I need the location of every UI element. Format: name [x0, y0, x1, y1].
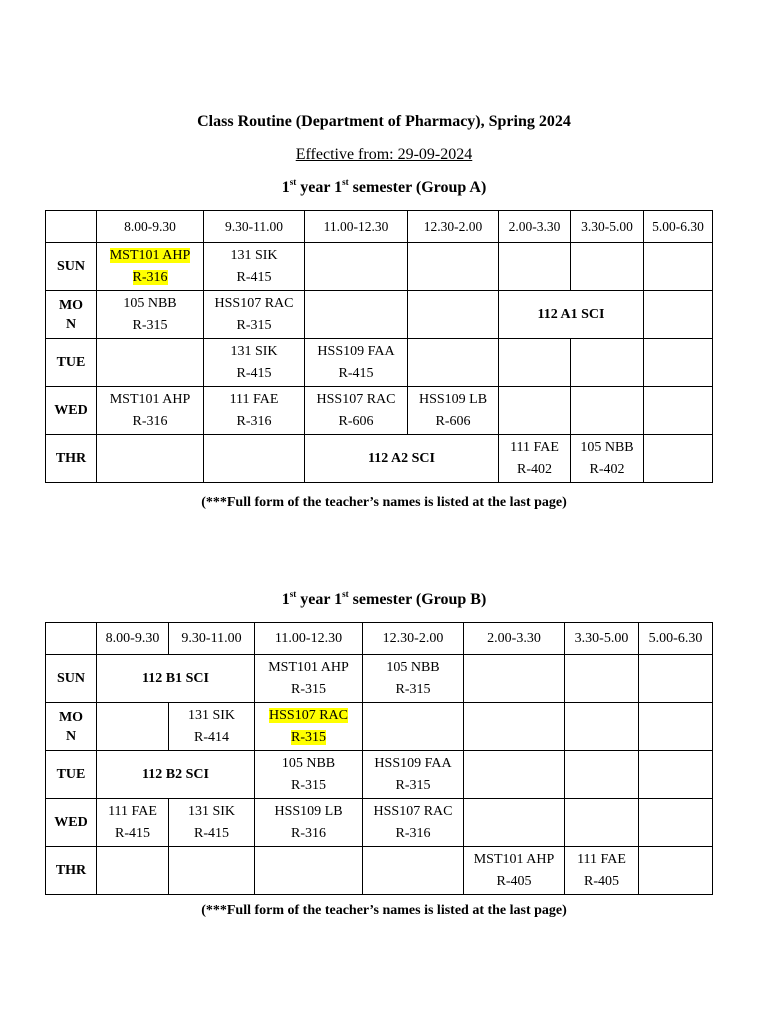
slot-header: 12.30-2.00 [363, 623, 464, 655]
empty-cell [499, 243, 571, 291]
row-tue [46, 339, 713, 387]
empty-cell [464, 655, 565, 703]
empty-cell [565, 799, 639, 847]
empty-cell [644, 291, 713, 339]
empty-cell [305, 243, 408, 291]
class-cell: MST101 AHP R-316 [97, 243, 204, 291]
day-label: TUE [46, 751, 97, 799]
class-cell: HSS107 RAC R-606 [305, 387, 408, 435]
class-cell: 111 FAE R-415 [97, 799, 169, 847]
class-cell: HSS109 FAA R-415 [305, 339, 408, 387]
class-cell: 111 FAE R-316 [204, 387, 305, 435]
day-label: MO N [46, 703, 97, 751]
day-label: THR [46, 435, 97, 483]
day-label: WED [46, 799, 97, 847]
empty-cell [639, 655, 713, 703]
empty-cell [97, 435, 204, 483]
day-label: TUE [46, 339, 97, 387]
slot-header: 9.30-11.00 [169, 623, 255, 655]
class-cell: HSS107 RAC R-315 [255, 703, 363, 751]
row-thr [46, 847, 713, 895]
class-cell: MST101 AHP R-405 [464, 847, 565, 895]
empty-cell [644, 387, 713, 435]
empty-cell [499, 339, 571, 387]
empty-cell [571, 339, 644, 387]
empty-cell [169, 847, 255, 895]
empty-cell [408, 339, 499, 387]
class-cell: HSS109 LB R-316 [255, 799, 363, 847]
class-cell: 105 NBB R-402 [571, 435, 644, 483]
empty-cell [639, 751, 713, 799]
row-mon [46, 291, 713, 339]
effective-date: Effective from: 29-09-2024 [295, 146, 473, 163]
empty-cell [363, 703, 464, 751]
row-tue [46, 751, 713, 799]
lab-cell: 112 B2 SCI [97, 751, 255, 799]
day-label: MO N [46, 291, 97, 339]
class-cell: 105 NBB R-315 [97, 291, 204, 339]
empty-cell [565, 751, 639, 799]
slot-header: 9.30-11.00 [204, 211, 305, 243]
slot-header: 5.00-6.30 [639, 623, 713, 655]
slot-header: 5.00-6.30 [644, 211, 713, 243]
empty-cell [571, 387, 644, 435]
empty-cell [565, 655, 639, 703]
day-label: SUN [46, 243, 97, 291]
lab-cell: 112 B1 SCI [97, 655, 255, 703]
group-a-heading: 1st year 1st semester (Group A) [281, 176, 487, 196]
empty-cell [644, 339, 713, 387]
empty-cell [255, 847, 363, 895]
empty-cell [464, 703, 565, 751]
empty-cell [305, 291, 408, 339]
row-sun [46, 655, 713, 703]
class-cell: 131 SIK R-415 [204, 243, 305, 291]
class-cell: HSS109 LB R-606 [408, 387, 499, 435]
class-cell: 111 FAE R-402 [499, 435, 571, 483]
lab-cell: 112 A1 SCI [499, 291, 644, 339]
empty-cell [644, 435, 713, 483]
slot-header: 3.30-5.00 [565, 623, 639, 655]
empty-cell [408, 291, 499, 339]
empty-cell [639, 703, 713, 751]
day-label: WED [46, 387, 97, 435]
class-cell: 105 NBB R-315 [255, 751, 363, 799]
slot-header: 2.00-3.30 [464, 623, 565, 655]
lab-cell: 112 A2 SCI [305, 435, 499, 483]
day-label: THR [46, 847, 97, 895]
footnote: (***Full form of the teacher’s names is listed at the last page) [201, 903, 567, 918]
footnote: (***Full form of the teacher’s names is listed at the last page) [201, 495, 567, 510]
slot-header: 12.30-2.00 [408, 211, 499, 243]
header-row [46, 211, 713, 243]
class-cell: 131 SIK R-415 [169, 799, 255, 847]
empty-cell [464, 751, 565, 799]
routine-table-group-b [45, 622, 713, 895]
day-label: SUN [46, 655, 97, 703]
empty-cell [204, 435, 305, 483]
routine-table-group-a [45, 210, 713, 483]
class-cell: 131 SIK R-414 [169, 703, 255, 751]
empty-cell [644, 243, 713, 291]
empty-cell [565, 703, 639, 751]
row-sun [46, 243, 713, 291]
row-thr [46, 435, 713, 483]
empty-cell [464, 799, 565, 847]
corner-cell [46, 211, 97, 243]
slot-header: 3.30-5.00 [571, 211, 644, 243]
class-cell: 105 NBB R-315 [363, 655, 464, 703]
empty-cell [639, 799, 713, 847]
slot-header: 11.00-12.30 [255, 623, 363, 655]
group-b-heading: 1st year 1st semester (Group B) [281, 588, 487, 608]
row-wed [46, 387, 713, 435]
corner-cell [46, 623, 97, 655]
slot-header: 8.00-9.30 [97, 623, 169, 655]
row-mon [46, 703, 713, 751]
row-wed [46, 799, 713, 847]
slot-header: 11.00-12.30 [305, 211, 408, 243]
empty-cell [408, 243, 499, 291]
class-cell: HSS107 RAC R-316 [363, 799, 464, 847]
empty-cell [639, 847, 713, 895]
class-cell: 131 SIK R-415 [204, 339, 305, 387]
class-cell: MST101 AHP R-316 [97, 387, 204, 435]
empty-cell [97, 847, 169, 895]
slot-header: 2.00-3.30 [499, 211, 571, 243]
empty-cell [363, 847, 464, 895]
class-cell: MST101 AHP R-315 [255, 655, 363, 703]
class-cell: 111 FAE R-405 [565, 847, 639, 895]
header-row [46, 623, 713, 655]
class-cell: HSS107 RAC R-315 [204, 291, 305, 339]
slot-header: 8.00-9.30 [97, 211, 204, 243]
page-title: Class Routine (Department of Pharmacy), Spring 2024 [197, 113, 571, 130]
empty-cell [97, 339, 204, 387]
empty-cell [97, 703, 169, 751]
empty-cell [571, 243, 644, 291]
class-cell: HSS109 FAA R-315 [363, 751, 464, 799]
empty-cell [499, 387, 571, 435]
